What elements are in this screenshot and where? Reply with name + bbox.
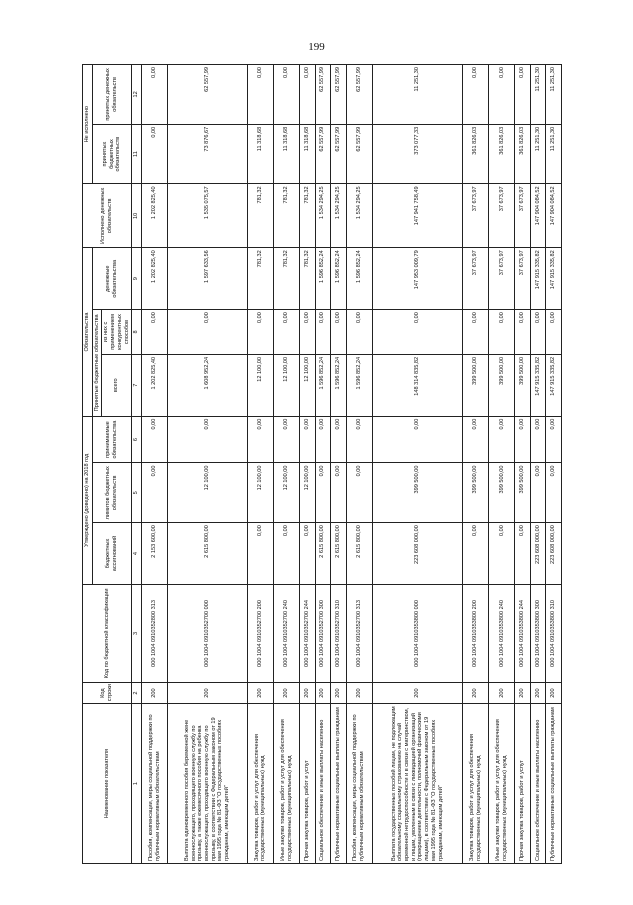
accepted-total-cell: 1 608 952,24	[168, 354, 248, 416]
budget-allocations-cell: 0,00	[273, 523, 299, 585]
header-name: Наименование показателя	[83, 704, 132, 864]
not-executed-monetary-cell: 11 251,30	[372, 65, 462, 125]
executed-monetary-cell: 1 534 294,25	[331, 184, 346, 248]
accepted-total-cell: 399 500,00	[489, 354, 515, 416]
accepted-competitive-cell: 0,00	[463, 310, 489, 355]
header-monetary-obligations: денежные обязательства	[92, 248, 132, 310]
header-obligations: Обязательства	[83, 248, 93, 416]
monetary-obligations-cell: 147 915 335,82	[546, 248, 562, 310]
budget-allocations-cell: 0,00	[463, 523, 489, 585]
budget-code-cell: 000 1004 0910353800 300	[530, 584, 545, 682]
accepted-obligations-cell: 0,00	[273, 416, 299, 463]
header-accepted-budget-obligations: Принятые бюджетные обязательства	[92, 310, 102, 417]
monetary-obligations-cell: 1 596 852,24	[315, 248, 330, 310]
accepted-competitive-cell: 0,00	[489, 310, 515, 355]
monetary-obligations-cell: 37 673,97	[463, 248, 489, 310]
monetary-obligations-cell: 781,32	[273, 248, 299, 310]
accepted-total-cell: 147 915 335,82	[530, 354, 545, 416]
budget-code-cell: 000 1004 0910352700 240	[273, 584, 299, 682]
row-name-cell: Закупка товаров, работ и услуг для обеспечения государственных (муниципальных) нужд	[463, 704, 489, 864]
budget-code-cell: 000 1004 0910353800 240	[489, 584, 515, 682]
not-executed-monetary-cell: 0,00	[300, 65, 315, 125]
row-code-cell: 200	[300, 682, 315, 703]
not-executed-budget-cell: 11 318,68	[247, 124, 273, 184]
header-approved: Утверждено (доведено) на 2018 год	[83, 416, 93, 584]
budget-code-cell: 000 1004 0910353800 200	[463, 584, 489, 682]
accepted-competitive-cell: 0,00	[546, 310, 562, 355]
monetary-obligations-cell: 147 915 335,82	[530, 248, 545, 310]
header-budget-limits: лимитов бюджетных обязательств	[92, 463, 132, 523]
column-number: 12	[132, 65, 142, 125]
budget-allocations-cell: 223 608 000,00	[546, 523, 562, 585]
executed-monetary-cell: 1 535 075,57	[168, 184, 248, 248]
budget-limits-cell: 0,00	[546, 463, 562, 523]
executed-monetary-cell: 37 673,97	[463, 184, 489, 248]
accepted-obligations-cell: 0,00	[300, 416, 315, 463]
budget-code-cell: 000 1004 0910352800 313	[141, 584, 167, 682]
budget-allocations-cell: 0,00	[247, 523, 273, 585]
monetary-obligations-cell: 1 596 852,24	[331, 248, 346, 310]
accepted-total-cell: 399 500,00	[515, 354, 530, 416]
monetary-obligations-cell: 1 597 633,56	[168, 248, 248, 310]
header-not-executed-budget: принятых бюджетных обязательств	[92, 124, 132, 184]
table-row	[300, 65, 315, 864]
row-name-cell: Иные закупки товаров, работ и услуг для обеспечения государственных (муниципальных) нужд	[489, 704, 515, 864]
table-row	[273, 65, 299, 864]
monetary-obligations-cell: 1 596 852,24	[346, 248, 372, 310]
table-row	[247, 65, 273, 864]
row-name-cell: Выплата государственных пособий лицам, не подлежащим обязательному социальному страхованию на случай временной нетрудоспособности и в связи с материнством, и лицам, уволенным в связи с ликвидацией организаций (прекращением деятельности, полномочий физическими лицами), в соответствии с Федеральным законом от 19 мая 1995 года № 81-ФЗ "О государственных пособиях гражданам, имеющим детей"	[372, 704, 462, 864]
table-row	[463, 65, 489, 864]
budget-code-cell: 000 1004 0910352700 310	[331, 584, 346, 682]
executed-monetary-cell: 37 673,97	[515, 184, 530, 248]
table-row	[168, 65, 248, 864]
monetary-obligations-cell: 781,32	[300, 248, 315, 310]
row-code-cell: 200	[315, 682, 330, 703]
not-executed-monetary-cell: 62 557,99	[168, 65, 248, 125]
accepted-competitive-cell: 0,00	[372, 310, 462, 355]
row-code-cell: 200	[515, 682, 530, 703]
not-executed-monetary-cell: 62 557,99	[331, 65, 346, 125]
not-executed-budget-cell: 0,00	[141, 124, 167, 184]
budget-code-cell: 000 1004 0910352700 200	[247, 584, 273, 682]
monetary-obligations-cell: 781,32	[247, 248, 273, 310]
column-number: 6	[132, 416, 142, 463]
budget-code-cell: 000 1004 0910353800 310	[546, 584, 562, 682]
executed-monetary-cell: 1 534 294,25	[315, 184, 330, 248]
executed-monetary-cell: 781,32	[300, 184, 315, 248]
accepted-obligations-cell: 0,00	[315, 416, 330, 463]
row-name-cell: Закупка товаров, работ и услуг для обеспечения государственных (муниципальных) нужд	[247, 704, 273, 864]
accepted-total-cell: 147 915 335,82	[546, 354, 562, 416]
budget-limits-cell: 0,00	[331, 463, 346, 523]
monetary-obligations-cell: 37 673,97	[489, 248, 515, 310]
budget-limits-cell: 0,00	[530, 463, 545, 523]
monetary-obligations-cell: 1 202 825,40	[141, 248, 167, 310]
row-code-cell: 200	[463, 682, 489, 703]
accepted-obligations-cell: 0,00	[346, 416, 372, 463]
table-row	[141, 65, 167, 864]
not-executed-budget-cell: 361 826,03	[515, 124, 530, 184]
column-number: 7	[132, 354, 142, 416]
row-name-cell: Пособия, компенсации, меры социальной поддержки по публичным нормативным обязательствам	[141, 704, 167, 864]
header-accepted-obligations: принимаемые обязательства	[92, 416, 132, 463]
monetary-obligations-cell: 147 953 009,79	[372, 248, 462, 310]
budget-code-cell: 000 1004 0910352700 244	[300, 584, 315, 682]
table-row	[372, 65, 462, 864]
executed-monetary-cell: 147 904 084,52	[530, 184, 545, 248]
row-name-cell: Выплата единовременного пособия беременной жене военнослужащего, проходящего военную службу по призыву, а также ежемесячного пособия на ребенка военнослужащего, проходящего военную службу по призыву, в соответствии с Федеральным законом от 19 мая 1995 года № 81-ФЗ "О государственных пособиях гражданам, имеющим детей"	[168, 704, 248, 864]
executed-monetary-cell: 1 534 294,25	[346, 184, 372, 248]
column-numbers-row	[132, 65, 142, 864]
row-code-cell: 200	[530, 682, 545, 703]
accepted-competitive-cell: 0,00	[273, 310, 299, 355]
not-executed-budget-cell: 62 557,99	[315, 124, 330, 184]
budget-code-cell: 000 1004 0910352700 300	[315, 584, 330, 682]
not-executed-monetary-cell: 11 251,30	[530, 65, 545, 125]
accepted-total-cell: 1 202 825,40	[141, 354, 167, 416]
budget-allocations-cell: 2 153 600,00	[141, 523, 167, 585]
row-code-cell: 200	[273, 682, 299, 703]
rotated-page-content	[82, 64, 562, 864]
table-body	[141, 65, 561, 864]
header-not-executed-monetary: принятых денежных обязательств	[92, 65, 132, 125]
budget-limits-cell: 399 500,00	[463, 463, 489, 523]
row-name-cell: Публичные нормативные социальные выплаты гражданам	[331, 704, 346, 864]
accepted-obligations-cell: 0,00	[372, 416, 462, 463]
header-not-executed: Не исполнено	[83, 65, 93, 184]
header-competitive: из них с применением конкурентных способов	[102, 310, 132, 355]
not-executed-budget-cell: 373 077,33	[372, 124, 462, 184]
row-name-cell: Социальное обеспечение и иные выплаты населению	[530, 704, 545, 864]
column-number: 4	[132, 523, 142, 585]
accepted-total-cell: 399 500,00	[463, 354, 489, 416]
not-executed-monetary-cell: 62 557,99	[346, 65, 372, 125]
executed-monetary-cell: 781,32	[247, 184, 273, 248]
budget-allocations-cell: 2 615 800,00	[315, 523, 330, 585]
budget-limits-cell: 0,00	[315, 463, 330, 523]
budget-code-cell: 000 1004 0910353800 000	[372, 584, 462, 682]
budget-limits-cell: 12 100,00	[300, 463, 315, 523]
budget-allocations-cell: 223 608 000,00	[530, 523, 545, 585]
row-name-cell: Прочая закупка товаров, работ и услуг	[515, 704, 530, 864]
budget-allocations-cell: 2 615 800,00	[346, 523, 372, 585]
column-number: 5	[132, 463, 142, 523]
accepted-competitive-cell: 0,00	[315, 310, 330, 355]
budget-allocations-cell: 223 608 000,00	[372, 523, 462, 585]
row-name-cell: Прочая закупка товаров, работ и услуг	[300, 704, 315, 864]
accepted-competitive-cell: 0,00	[141, 310, 167, 355]
not-executed-budget-cell: 62 557,99	[346, 124, 372, 184]
accepted-total-cell: 12 100,00	[247, 354, 273, 416]
executed-monetary-cell: 781,32	[273, 184, 299, 248]
budget-allocations-cell: 0,00	[300, 523, 315, 585]
header-budget-allocations: бюджетных ассигнований	[92, 523, 132, 585]
page-number: 199	[308, 41, 325, 53]
budget-limits-cell: 399 500,00	[515, 463, 530, 523]
accepted-obligations-cell: 0,00	[530, 416, 545, 463]
table-row	[346, 65, 372, 864]
header-row-code: Код строки	[83, 682, 132, 703]
not-executed-monetary-cell: 0,00	[247, 65, 273, 125]
row-name-cell: Социальное обеспечение и иные выплаты населению	[315, 704, 330, 864]
budget-limits-cell: 399 500,00	[372, 463, 462, 523]
accepted-obligations-cell: 0,00	[489, 416, 515, 463]
not-executed-monetary-cell: 11 251,30	[546, 65, 562, 125]
row-name-cell: Пособия, компенсации, меры социальной поддержки по публичным нормативным обязательствам	[346, 704, 372, 864]
budget-code-cell: 000 1004 0910353800 244	[515, 584, 530, 682]
not-executed-budget-cell: 11 318,68	[273, 124, 299, 184]
row-code-cell: 200	[372, 682, 462, 703]
budget-limits-cell: 0,00	[346, 463, 372, 523]
not-executed-budget-cell: 11 251,30	[530, 124, 545, 184]
table-row	[546, 65, 562, 864]
executed-monetary-cell: 1 202 825,40	[141, 184, 167, 248]
table-row	[489, 65, 515, 864]
row-code-cell: 200	[546, 682, 562, 703]
budget-limits-cell: 12 100,00	[273, 463, 299, 523]
accepted-competitive-cell: 0,00	[515, 310, 530, 355]
budget-allocations-cell: 2 615 800,00	[331, 523, 346, 585]
monetary-obligations-cell: 37 673,97	[515, 248, 530, 310]
column-number: 9	[132, 248, 142, 310]
row-code-cell: 200	[346, 682, 372, 703]
budget-limits-cell: 12 100,00	[168, 463, 248, 523]
budget-allocations-cell: 0,00	[489, 523, 515, 585]
column-number: 2	[132, 682, 142, 703]
accepted-competitive-cell: 0,00	[300, 310, 315, 355]
header-executed-monetary: Исполнено денежных обязательств	[83, 184, 132, 248]
row-name-cell: Публичные нормативные социальные выплаты гражданам	[546, 704, 562, 864]
not-executed-monetary-cell: 0,00	[463, 65, 489, 125]
accepted-total-cell: 1 596 852,24	[346, 354, 372, 416]
budget-limits-cell: 12 100,00	[247, 463, 273, 523]
not-executed-monetary-cell: 0,00	[273, 65, 299, 125]
not-executed-monetary-cell: 0,00	[489, 65, 515, 125]
accepted-total-cell: 12 100,00	[273, 354, 299, 416]
column-number: 11	[132, 124, 142, 184]
not-executed-monetary-cell: 0,00	[141, 65, 167, 125]
table-row	[331, 65, 346, 864]
row-code-cell: 200	[168, 682, 248, 703]
not-executed-budget-cell: 361 826,03	[489, 124, 515, 184]
budget-allocations-cell: 2 615 800,00	[168, 523, 248, 585]
accepted-obligations-cell: 0,00	[515, 416, 530, 463]
budget-limits-cell: 399 500,00	[489, 463, 515, 523]
accepted-competitive-cell: 0,00	[168, 310, 248, 355]
accepted-obligations-cell: 0,00	[546, 416, 562, 463]
executed-monetary-cell: 37 673,97	[489, 184, 515, 248]
budget-code-cell: 000 1004 0910352700 000	[168, 584, 248, 682]
accepted-obligations-cell: 0,00	[463, 416, 489, 463]
header-budget-code: Код по бюджетной классификации	[83, 584, 132, 682]
row-name-cell: Иные закупки товаров, работ и услуг для обеспечения государственных (муниципальных) нужд	[273, 704, 299, 864]
table-row	[515, 65, 530, 864]
accepted-competitive-cell: 0,00	[530, 310, 545, 355]
row-code-cell: 200	[331, 682, 346, 703]
column-number: 10	[132, 184, 142, 248]
budget-limits-cell: 0,00	[141, 463, 167, 523]
not-executed-budget-cell: 361 826,03	[463, 124, 489, 184]
column-number: 1	[132, 704, 142, 864]
header-total: всего	[102, 354, 132, 416]
accepted-total-cell: 1 596 852,24	[315, 354, 330, 416]
row-code-cell: 200	[141, 682, 167, 703]
executed-monetary-cell: 147 904 084,52	[546, 184, 562, 248]
table-row	[530, 65, 545, 864]
accepted-total-cell: 1 596 852,24	[331, 354, 346, 416]
budget-allocations-cell: 0,00	[515, 523, 530, 585]
accepted-competitive-cell: 0,00	[331, 310, 346, 355]
accepted-total-cell: 12 100,00	[300, 354, 315, 416]
accepted-obligations-cell: 0,00	[331, 416, 346, 463]
column-number: 8	[132, 310, 142, 355]
accepted-obligations-cell: 0,00	[141, 416, 167, 463]
accepted-competitive-cell: 0,00	[247, 310, 273, 355]
column-number: 3	[132, 584, 142, 682]
accepted-competitive-cell: 0,00	[346, 310, 372, 355]
row-code-cell: 200	[247, 682, 273, 703]
not-executed-budget-cell: 11 251,30	[546, 124, 562, 184]
accepted-obligations-cell: 0,00	[168, 416, 248, 463]
accepted-total-cell: 148 314 835,82	[372, 354, 462, 416]
row-code-cell: 200	[489, 682, 515, 703]
accepted-obligations-cell: 0,00	[247, 416, 273, 463]
budget-code-cell: 000 1004 0910352700 313	[346, 584, 372, 682]
not-executed-budget-cell: 73 876,67	[168, 124, 248, 184]
not-executed-monetary-cell: 0,00	[515, 65, 530, 125]
not-executed-monetary-cell: 62 557,99	[315, 65, 330, 125]
not-executed-budget-cell: 11 318,68	[300, 124, 315, 184]
not-executed-budget-cell: 62 557,99	[331, 124, 346, 184]
table-row	[315, 65, 330, 864]
budget-execution-table	[82, 64, 562, 864]
executed-monetary-cell: 147 941 758,49	[372, 184, 462, 248]
